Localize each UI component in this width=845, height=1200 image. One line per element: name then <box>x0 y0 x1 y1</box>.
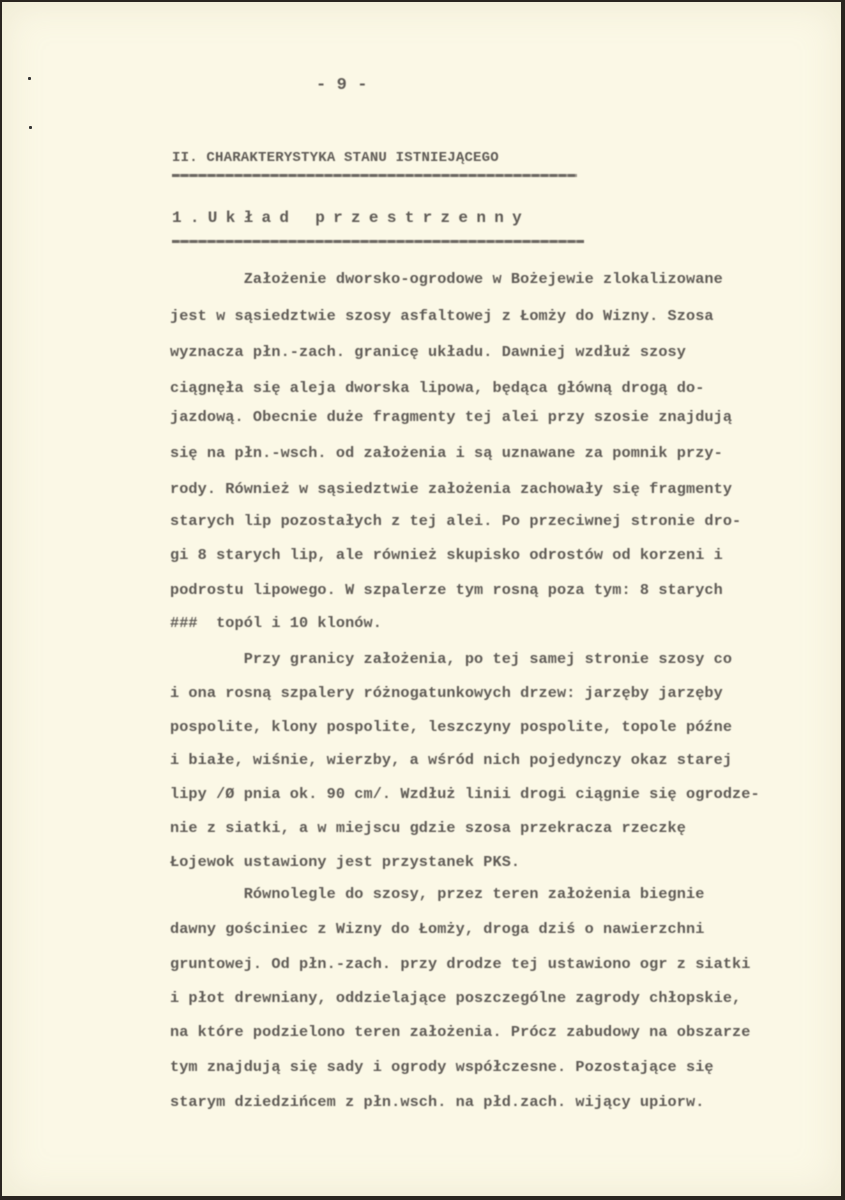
text-line: podrostu lipowego. W szpalerze tym rosną poza tym: 8 starych <box>170 581 723 599</box>
section-heading: II. CHARAKTERYSTYKA STANU ISTNIEJĄCEGO <box>172 150 499 166</box>
text-line: i płot drewniany, oddzielające poszczególne zagrody chłopskie, <box>170 989 742 1007</box>
text-line: Przy granicy założenia, po tej samej stronie szosy co <box>170 650 733 668</box>
text-line: i ona rosną szpalery różnogatunkowych drzew: jarzęby jarzęby <box>170 684 723 702</box>
subsection-heading: 1.Układ przestrzenny <box>172 209 531 227</box>
text-line: Łojewok ustawiony jest przystanek PKS. <box>170 853 521 871</box>
text-line: Założenie dworsko-ogrodowe w Bożejewie zlokalizowane <box>170 270 723 288</box>
document-page <box>2 2 841 1196</box>
text-line: Równolegle do szosy, przez teren założenia biegnie <box>170 885 705 903</box>
paper-speck <box>28 77 31 80</box>
text-line: gi 8 starych lip, ale również skupisko odrostów od korzeni i <box>170 546 723 564</box>
text-line: rody. Również w sąsiedztwie założenia zachowały się fragmenty <box>170 480 733 498</box>
text-line: starym dziedzińcem z płn.wsch. na płd.zach. wijący upiorw. <box>170 1093 705 1111</box>
text-line: jest w sąsiedztwie szosy asfaltowej z Łomży do Wizny. Szosa <box>170 307 714 325</box>
text-line: i białe, wiśnie, wierzby, a wśród nich pojedynczy okaz starej <box>170 751 733 769</box>
heading-underline <box>172 174 577 177</box>
text-line: na które podzielono teren założenia. Prócz zabudowy na obszarze <box>170 1023 751 1041</box>
text-line: gruntowej. Od płn.-zach. przy drodze tej ustawiono ogr z siatki <box>170 955 751 973</box>
page-number: - 9 - <box>316 76 368 95</box>
text-line: ciągnęła się aleja dworska lipowa, będąca główną drogą do- <box>170 379 705 397</box>
text-line: starych lip pozostałych z tej alei. Po przeciwnej stronie dro- <box>170 512 742 530</box>
subheading-underline <box>172 240 584 243</box>
text-line: wyznacza płn.-zach. granicę układu. Dawniej wzdłuż szosy <box>170 343 686 361</box>
paper-speck <box>29 126 32 129</box>
text-line: nie z siatki, a w miejscu gdzie szosa przekracza rzeczkę <box>170 819 686 837</box>
text-line: się na płn.-wsch. od założenia i są uznawane za pomnik przy- <box>170 444 723 462</box>
text-line: dawny gościniec z Wizny do Łomży, droga dziś o nawierzchni <box>170 920 705 938</box>
text-line: jazdową. Obecnie duże fragmenty tej alei przy szosie znajdują <box>170 408 733 426</box>
text-line: tym znajdują się sady i ogrody współczesne. Pozostające się <box>170 1058 714 1076</box>
text-line: lipy /Ø pnia ok. 90 cm/. Wzdłuż linii drogi ciągnie się ogrodze- <box>170 785 760 803</box>
text-line: ### topól i 10 klonów. <box>170 614 382 632</box>
text-line: pospolite, klony pospolite, leszczyny pospolite, topole późne <box>170 718 733 736</box>
